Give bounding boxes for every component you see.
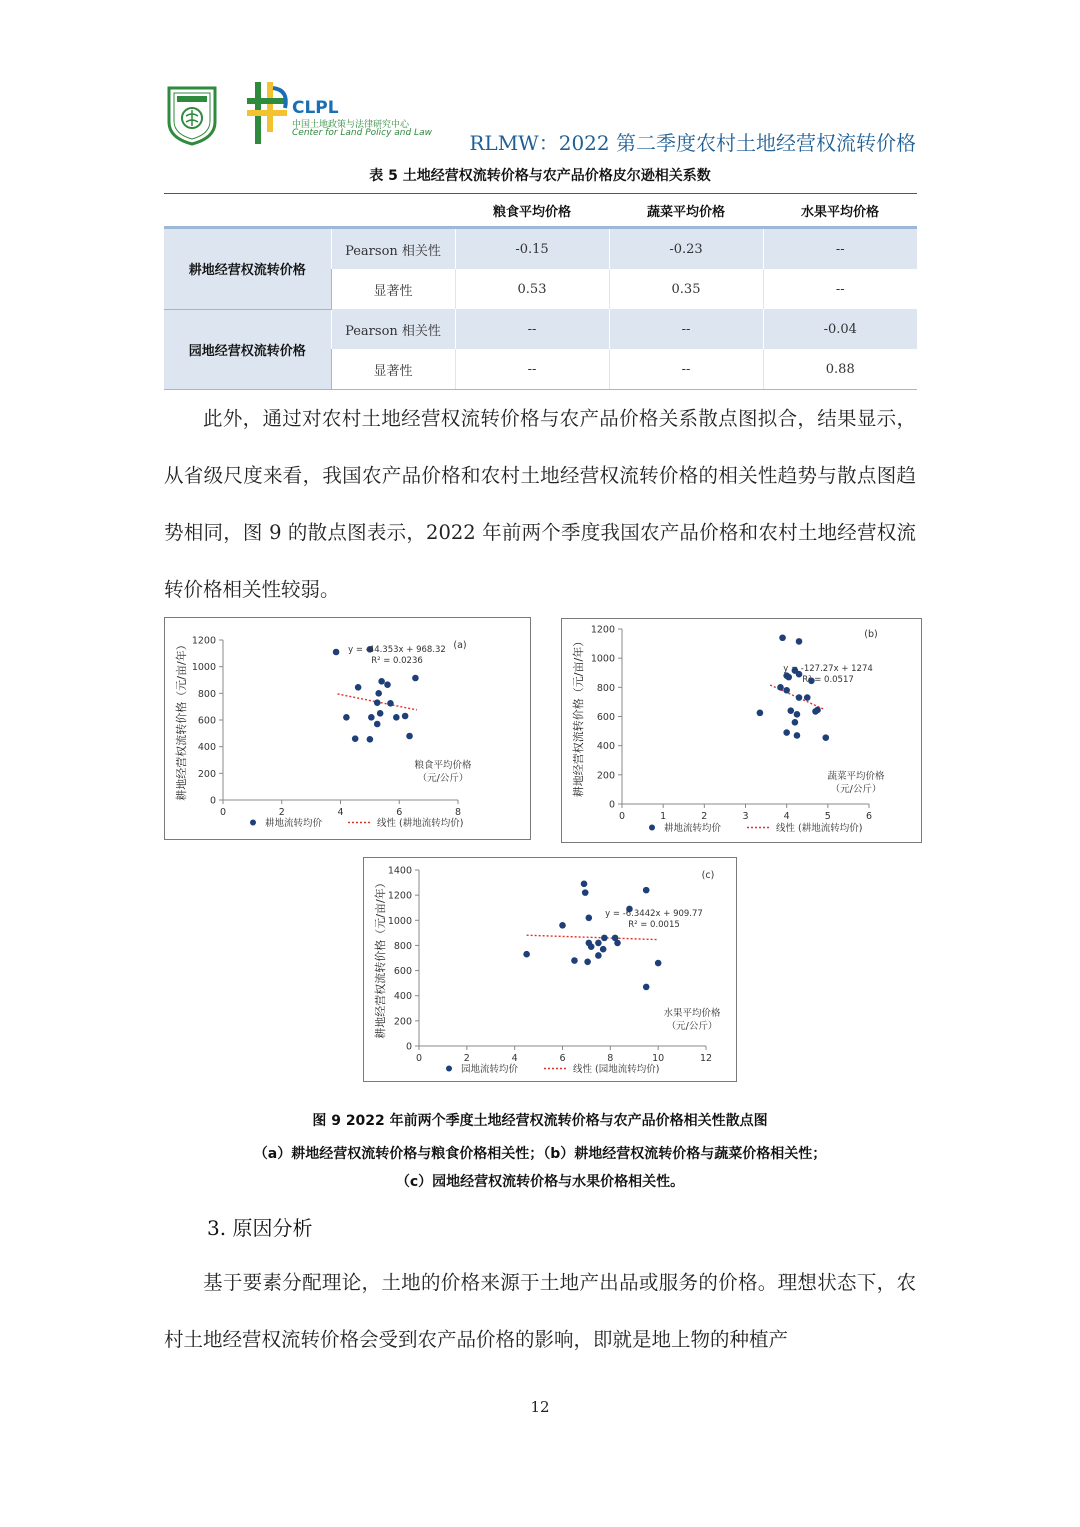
data-point <box>796 638 803 645</box>
y-tick-label: 200 <box>393 1016 412 1028</box>
data-point <box>343 714 350 721</box>
data-point <box>374 721 381 728</box>
metric-cell: 显著性 <box>331 349 455 390</box>
data-point <box>586 914 593 921</box>
running-header-title: RLMW：2022 第二季度农村土地经营权流转价格 <box>469 131 916 155</box>
y-tick-label: 1000 <box>191 662 216 674</box>
data-point <box>406 733 413 740</box>
y-tick-label: 400 <box>393 991 412 1003</box>
x-tick-label: 10 <box>652 1053 665 1064</box>
x-axis-unit: （元/公斤） <box>666 1021 718 1032</box>
table-row <box>164 228 917 270</box>
data-point <box>595 940 602 947</box>
data-point <box>794 732 801 739</box>
trend-equation: y = -6.3442x + 909.77 <box>605 909 703 919</box>
data-point <box>333 649 340 656</box>
correlation-table <box>164 193 917 390</box>
legend-line-label: 线性 (园地流转均价) <box>573 1064 660 1075</box>
y-tick-label: 1200 <box>191 635 216 647</box>
data-point <box>777 684 784 691</box>
value-cell: -- <box>455 349 609 390</box>
legend-line-label: 线性 (耕地流转均价) <box>377 818 464 829</box>
data-point <box>792 719 799 726</box>
x-tick-label: 1 <box>660 811 667 822</box>
scatter-chart-b-svg <box>562 619 921 842</box>
panel-label: (a) <box>453 640 467 651</box>
x-axis-title: 水果平均价格 <box>663 1008 721 1019</box>
page-number: 12 <box>530 1398 550 1416</box>
x-tick-label: 3 <box>742 811 749 822</box>
data-point <box>378 678 385 685</box>
x-tick-label: 6 <box>865 811 873 822</box>
data-point <box>785 674 792 681</box>
value-cell: -0.04 <box>763 309 917 349</box>
x-tick-label: 0 <box>618 811 626 822</box>
trend-equation: y = -127.27x + 1274 <box>783 664 873 674</box>
value-cell: 0.35 <box>609 269 763 309</box>
data-point <box>384 681 391 688</box>
university-seal-logo <box>165 82 219 146</box>
data-point <box>367 736 374 743</box>
x-tick-label: 8 <box>607 1053 614 1064</box>
r-squared-label: R² = 0.0015 <box>628 920 680 930</box>
table-corner-cell <box>331 194 455 228</box>
data-point <box>588 943 595 950</box>
figure-subcaption: （c）园地经营权流转价格与水果价格相关性。 <box>395 1174 685 1190</box>
data-point <box>368 714 375 721</box>
figure-subcaption: （a）耕地经营权流转价格与粮食价格相关性；（b）耕地经营权流转价格与蔬菜价格相关性； <box>253 1146 827 1162</box>
row-group-label: 耕地经营权流转价格 <box>164 228 331 310</box>
x-axis-title: 粮食平均价格 <box>414 760 472 771</box>
y-tick-label: 400 <box>596 741 615 753</box>
clpl-chinese-name: 中国土地政策与法律研究中心 <box>292 120 410 130</box>
data-point <box>377 710 384 717</box>
data-point <box>783 729 790 736</box>
legend-points-label: 耕地流转均价 <box>265 818 323 829</box>
y-tick-label: 1200 <box>590 624 615 636</box>
value-cell: -0.15 <box>455 228 609 270</box>
y-tick-label: 0 <box>209 795 216 807</box>
x-tick-label: 6 <box>559 1053 566 1064</box>
x-tick-label: 2 <box>463 1053 470 1064</box>
value-cell: -0.23 <box>609 228 763 270</box>
x-tick-label: 4 <box>783 811 790 822</box>
value-cell: -- <box>609 309 763 349</box>
legend-points-label: 耕地流转均价 <box>664 823 722 834</box>
legend-points-label: 园地流转均价 <box>461 1064 519 1075</box>
data-point <box>571 957 578 964</box>
figure-title: 图 9 2022 年前两个季度土地经营权流转价格与农产品价格相关性散点图 <box>312 1113 768 1129</box>
data-point <box>412 675 419 682</box>
data-point <box>584 958 591 965</box>
data-point <box>595 952 602 959</box>
value-cell: -- <box>763 228 917 270</box>
data-point <box>757 710 764 717</box>
legend-marker <box>250 820 256 826</box>
data-point <box>402 713 409 720</box>
table-header-row <box>164 194 917 228</box>
y-tick-label: 800 <box>596 682 615 694</box>
data-point <box>796 694 803 701</box>
x-tick-label: 2 <box>701 811 708 822</box>
y-tick-label: 1000 <box>590 653 615 665</box>
row-group-label: 园地经营权流转价格 <box>164 309 331 390</box>
data-point <box>387 700 394 707</box>
metric-cell: 显著性 <box>331 269 455 309</box>
scatter-chart-a-svg <box>165 618 530 839</box>
data-point <box>559 922 566 929</box>
data-point <box>375 690 382 697</box>
y-tick-label: 1200 <box>387 890 412 902</box>
data-point <box>352 735 359 742</box>
data-point <box>601 935 608 942</box>
panel-label: (b) <box>864 629 878 640</box>
data-point <box>523 951 530 958</box>
data-point <box>787 707 794 714</box>
body-paragraph: 此外，通过对农村土地经营权流转价格与农产品价格关系散点图拟合，结果显示，从省级尺度来看，我国农产品价格和农村土地经营权流转价格的相关性趋势与散点图趋势相同，图 9 的散点图表示，2022 年前两个季度我国农产品价格和农村土地经营权流转价格相关性较弱。 <box>164 407 916 601</box>
data-point <box>582 889 589 896</box>
data-point <box>600 946 607 953</box>
x-tick-label: 12 <box>699 1053 713 1064</box>
x-axis-unit: （元/公斤） <box>417 773 469 784</box>
data-point <box>355 684 362 691</box>
x-tick-label: 8 <box>454 807 462 818</box>
x-axis-title: 蔬菜平均价格 <box>827 771 885 782</box>
value-cell: 0.53 <box>455 269 609 309</box>
y-tick-label: 200 <box>197 768 216 780</box>
x-tick-label: 4 <box>511 1053 518 1064</box>
value-cell: -- <box>609 349 763 390</box>
y-tick-label: 800 <box>197 688 216 700</box>
clpl-logo-icon <box>245 80 291 146</box>
value-cell: -- <box>763 269 917 309</box>
clpl-name: CLPL <box>292 98 339 118</box>
x-tick-label: 2 <box>278 807 285 818</box>
scatter-chart-c <box>363 857 737 1082</box>
clpl-english-name: Center for Land Policy and Law <box>292 128 432 138</box>
legend-marker <box>649 825 655 831</box>
data-point <box>779 634 786 641</box>
trendline <box>527 935 659 939</box>
y-tick-label: 1400 <box>387 865 412 877</box>
y-axis-title: 耕地经营权流转价格（元/亩/年） <box>572 635 585 798</box>
x-tick-label: 0 <box>415 1053 423 1064</box>
table-row <box>164 309 917 349</box>
column-header: 粮食平均价格 <box>455 194 609 228</box>
data-point <box>655 960 662 967</box>
y-axis-title: 耕地经营权流转价格（元/亩/年） <box>374 877 387 1039</box>
value-cell: 0.88 <box>763 349 917 390</box>
data-point <box>643 984 650 991</box>
data-point <box>783 687 790 694</box>
y-tick-label: 200 <box>596 770 615 782</box>
y-tick-label: 600 <box>197 715 216 727</box>
value-cell: -- <box>455 309 609 349</box>
y-tick-label: 800 <box>393 940 412 952</box>
data-point <box>804 694 811 701</box>
data-point <box>814 707 821 714</box>
y-tick-label: 1000 <box>387 915 412 927</box>
legend-marker <box>446 1066 452 1072</box>
table-corner-cell <box>164 194 331 228</box>
r-squared-label: R² = 0.0517 <box>802 675 854 685</box>
trend-equation: y = -44.353x + 968.32 <box>348 645 446 655</box>
y-tick-label: 0 <box>608 799 615 811</box>
scatter-chart-b <box>561 618 922 843</box>
legend-line-label: 线性 (耕地流转均价) <box>776 823 863 834</box>
y-tick-label: 600 <box>596 712 615 723</box>
metric-cell: Pearson 相关性 <box>331 309 455 349</box>
y-tick-label: 0 <box>405 1041 412 1053</box>
y-axis-title: 耕地经营权流转价格（元/亩/年） <box>175 639 188 801</box>
panel-label: (c) <box>701 870 715 881</box>
x-tick-label: 5 <box>824 811 831 822</box>
column-header: 蔬菜平均价格 <box>609 194 763 228</box>
data-point <box>393 714 400 721</box>
data-point <box>614 940 621 947</box>
x-tick-label: 6 <box>396 807 403 818</box>
table-caption: 表 5 土地经营权流转价格与农产品价格皮尔逊相关系数 <box>369 168 711 184</box>
x-axis-unit: （元/公斤） <box>830 784 882 795</box>
y-tick-label: 400 <box>197 742 216 754</box>
section-heading: 3. 原因分析 <box>207 1216 313 1240</box>
y-tick-label: 600 <box>393 966 412 978</box>
metric-cell: Pearson 相关性 <box>331 228 455 270</box>
scatter-chart-a <box>164 617 531 840</box>
data-point <box>581 881 588 888</box>
data-point <box>822 734 829 741</box>
scatter-chart-c-svg <box>364 858 736 1081</box>
x-tick-label: 0 <box>219 807 227 818</box>
r-squared-label: R² = 0.0236 <box>371 656 423 666</box>
body-paragraph: 基于要素分配理论，土地的价格来源于土地产出品或服务的价格。理想状态下，农村土地经营权流转价格会受到农产品价格的影响，即就是地上物的种植产 <box>164 1271 916 1351</box>
x-tick-label: 4 <box>337 807 344 818</box>
column-header: 水果平均价格 <box>763 194 917 228</box>
data-point <box>374 699 381 706</box>
data-point <box>794 711 801 718</box>
data-point <box>643 887 650 894</box>
